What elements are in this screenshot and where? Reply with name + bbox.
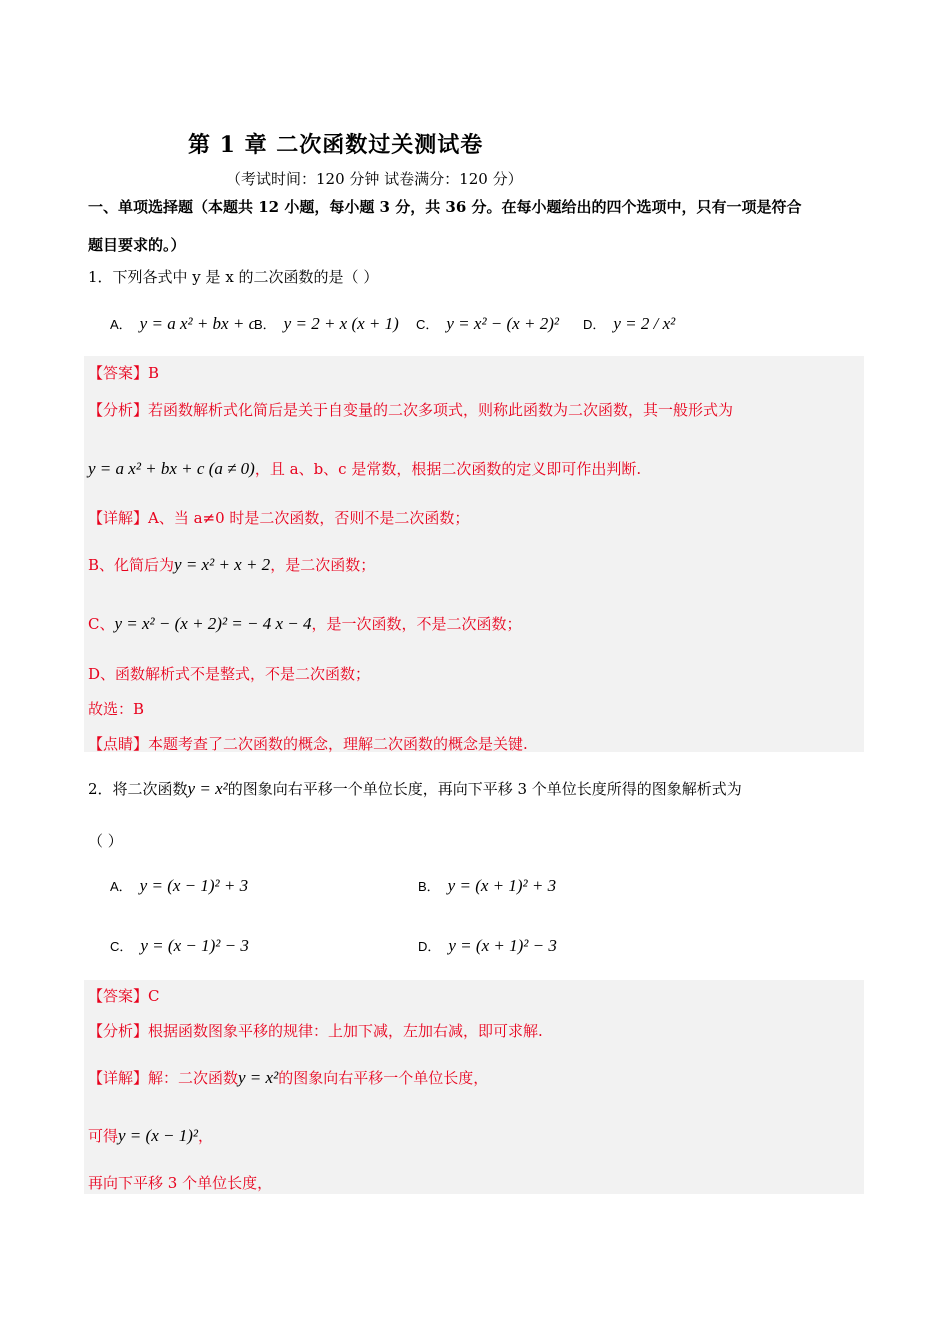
q2-option-b xyxy=(418,876,556,896)
option-label: D． xyxy=(583,317,606,332)
detail-prefix: B、化简后为 xyxy=(88,556,175,574)
q1-option-a xyxy=(110,314,256,334)
step-suffix: ， xyxy=(197,1127,213,1145)
section-heading-line2: 题目要求的。） xyxy=(88,236,186,254)
general-form-expr: y = a x² + bx + c (a ≠ 0) xyxy=(88,459,255,478)
detail-prefix: 【详解】解：二次函数 xyxy=(88,1069,239,1087)
detail-expr: y = x² − (x + 2)² = − 4 x − 4 xyxy=(114,614,312,633)
option-label: B． xyxy=(418,879,440,894)
q2-step1 xyxy=(88,1125,213,1146)
q1-detail-d: D、函数解析式不是整式，不是二次函数； xyxy=(88,665,371,683)
q2-option-d xyxy=(418,936,557,956)
q1-option-c xyxy=(416,314,559,334)
q2-option-c xyxy=(110,936,249,956)
q1-detail-a: 【详解】A、当 a≠0 时是二次函数，否则不是二次函数； xyxy=(88,509,470,527)
stem-prefix: 2．将二次函数 xyxy=(88,780,188,798)
q1-detail-b xyxy=(88,554,375,575)
option-expr: y = (x − 1)² + 3 xyxy=(139,876,249,895)
page-title: 第 1 章 二次函数过关测试卷 xyxy=(188,132,484,158)
option-expr: y = (x + 1)² + 3 xyxy=(447,876,557,895)
q2-answer: 【答案】C xyxy=(88,987,160,1005)
detail-prefix: C、 xyxy=(88,615,115,633)
option-label: A． xyxy=(110,879,132,894)
exam-info: （考试时间：120 分钟 试卷满分：120 分） xyxy=(226,170,523,188)
step-prefix: 可得 xyxy=(88,1127,119,1145)
option-expr: y = (x + 1)² − 3 xyxy=(448,936,557,955)
stem-expr: y = x² xyxy=(187,779,228,798)
q1-analysis: 【分析】若函数解析式化简后是关于自变量的二次多项式，则称此函数为二次函数，其一般形式为 xyxy=(88,401,734,419)
stem-suffix: 的图象向右平移一个单位长度，再向下平移 3 个单位长度所得的图象解析式为 xyxy=(227,780,742,798)
q2-stem xyxy=(88,778,742,799)
step-expr: y = (x − 1)² xyxy=(118,1126,198,1145)
detail-suffix: ，是一次函数，不是二次函数； xyxy=(311,615,522,633)
q1-analysis-cont xyxy=(88,458,641,479)
q2-paren: （ ） xyxy=(88,832,123,850)
q2-step2: 再向下平移 3 个单位长度， xyxy=(88,1174,273,1192)
q1-comment: 【点睛】本题考查了二次函数的概念，理解二次函数的概念是关键. xyxy=(88,735,528,753)
option-expr: y = a x² + bx + c xyxy=(139,314,257,333)
q2-analysis: 【分析】根据函数图象平移的规律：上加下减，左加右减，即可求解. xyxy=(88,1022,543,1040)
section-heading-line1: 一、单项选择题（本题共 12 小题，每小题 3 分，共 36 分。在每小题给出的四个选项中，只有一项是符合 xyxy=(88,198,802,216)
detail-expr: y = x² xyxy=(238,1068,279,1087)
option-label: D． xyxy=(418,939,441,954)
detail-suffix: ，是二次函数； xyxy=(270,556,376,574)
option-expr: y = 2 + x (x + 1) xyxy=(283,314,399,333)
q1-option-b xyxy=(254,314,399,334)
option-label: B． xyxy=(254,317,276,332)
q1-detail-c xyxy=(88,613,522,634)
option-label: C． xyxy=(110,939,133,954)
q1-stem: 1．下列各式中 y 是 x 的二次函数的是（ ） xyxy=(88,268,379,286)
q1-choose: 故选：B xyxy=(88,700,145,718)
detail-expr: y = x² + x + 2 xyxy=(174,555,271,574)
option-label: A． xyxy=(110,317,132,332)
option-expr: y = x² − (x + 2)² xyxy=(446,314,559,333)
analysis-text: ，且 a、b、c 是常数，根据二次函数的定义即可作出判断. xyxy=(254,460,642,478)
option-expr: y = 2 / x² xyxy=(613,314,676,333)
q2-detail xyxy=(88,1067,488,1088)
option-expr: y = (x − 1)² − 3 xyxy=(140,936,249,955)
option-label: C． xyxy=(416,317,439,332)
detail-suffix: 的图象向右平移一个单位长度， xyxy=(278,1069,489,1087)
q1-answer: 【答案】B xyxy=(88,364,160,382)
q1-option-d xyxy=(583,314,675,334)
q2-option-a xyxy=(110,876,248,896)
